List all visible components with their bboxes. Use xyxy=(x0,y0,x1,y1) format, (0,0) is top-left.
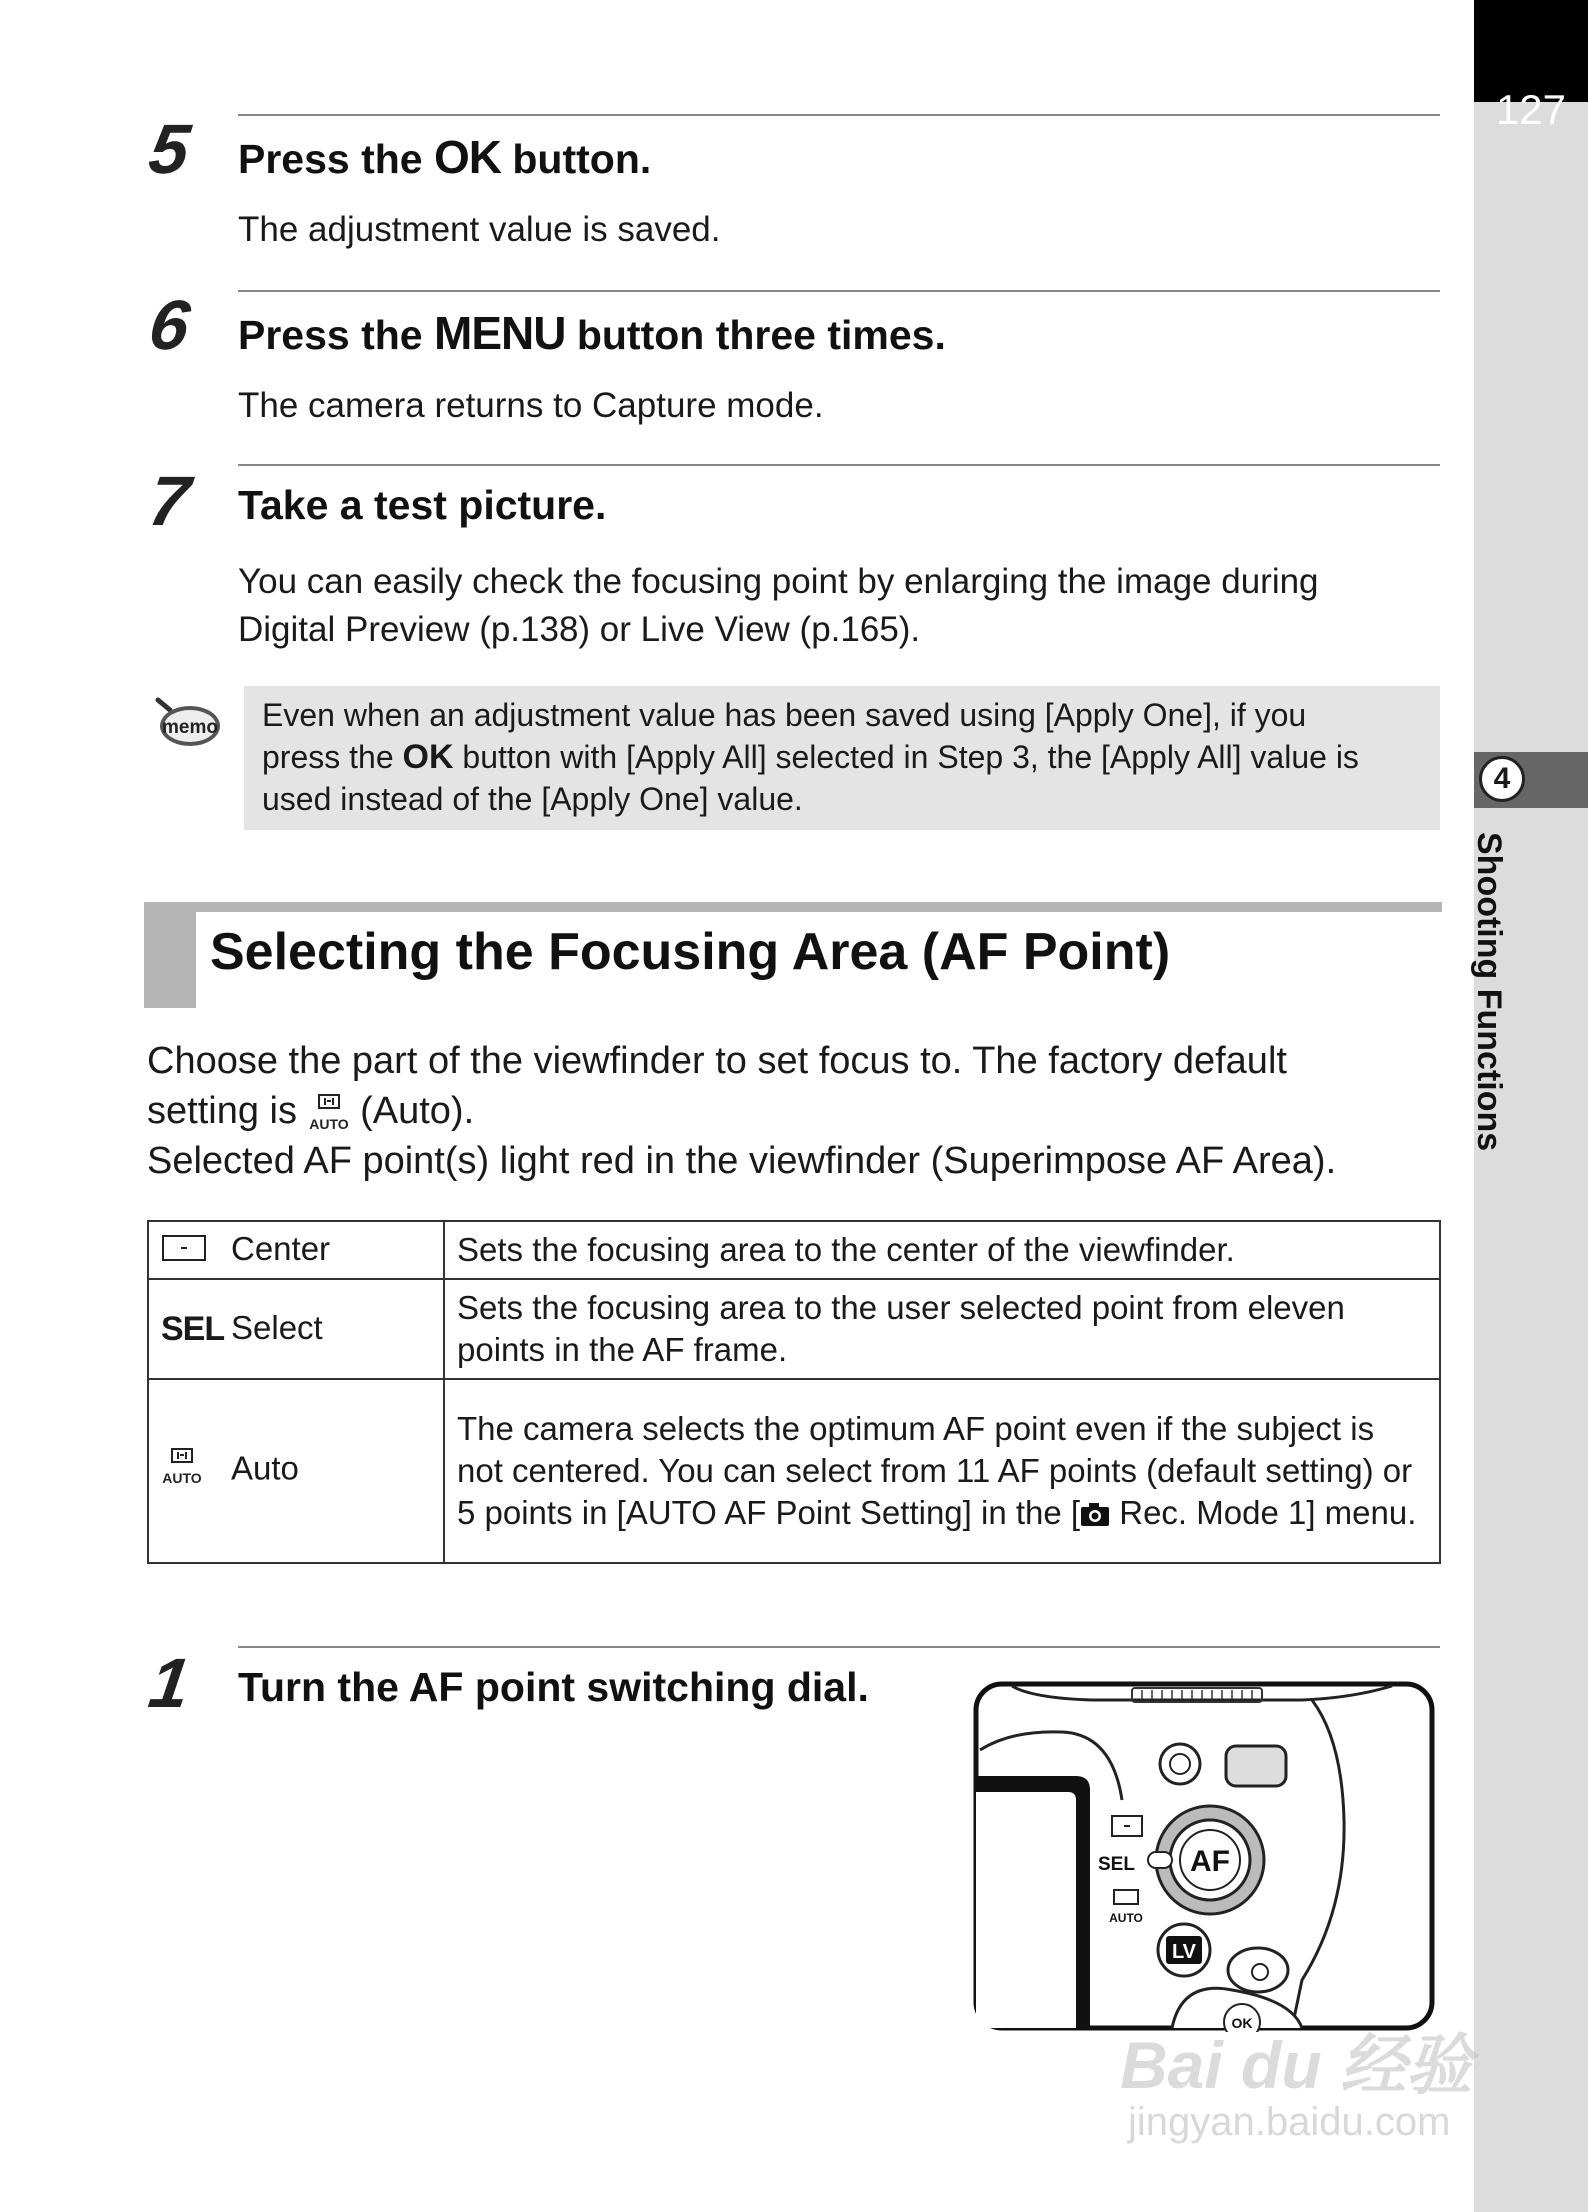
step-number: 7 xyxy=(144,462,195,540)
table-row xyxy=(148,1379,1440,1563)
step-title: Press the OK button. xyxy=(238,131,652,183)
table-cell-mode: AUTO Auto xyxy=(148,1379,444,1563)
auto-label: AUTO xyxy=(1109,1911,1143,1925)
page-number: 127 xyxy=(1474,0,1588,102)
table-cell-desc: The camera selects the optimum AF point even if the subject is not centered. You can select from 11 AF points (default setting) or 5 points in [AUTO AF Point Setting] in the [ Rec. Mode 1] menu. xyxy=(444,1379,1440,1563)
svg-text:AUTO: AUTO xyxy=(162,1470,202,1486)
watermark-url: jingyan.baidu.com xyxy=(1128,2100,1451,2144)
step-text: You can easily check the focusing point by enlarging the image during Digital Preview (p.138) or Live View (p.165). xyxy=(238,562,1319,649)
memo-icon-label: memo xyxy=(162,717,218,738)
auto-af-icon xyxy=(161,1447,203,1487)
table-cell-mode: SEL Select xyxy=(148,1279,444,1379)
camera-icon xyxy=(1080,1501,1110,1527)
memo-box: Even when an adjustment value has been saved using [Apply One], if you press the OK button with [Apply All] selected in Step 3, the [Apply All] value is used instead of the [Apply One] value. xyxy=(244,686,1440,830)
chapter-title: Shooting Functions xyxy=(1470,832,1508,1152)
step-number: 1 xyxy=(144,1644,195,1722)
sel-icon: SEL xyxy=(161,1310,225,1349)
table-cell-desc: Sets the focusing area to the center of the viewfinder. xyxy=(444,1221,1440,1279)
auto-af-icon xyxy=(308,1093,350,1133)
table-row xyxy=(148,1221,1440,1279)
step-number: 5 xyxy=(144,110,195,188)
step-divider xyxy=(238,1646,1440,1648)
watermark-brand: Bai du 经验 xyxy=(1120,2028,1473,2102)
chapter-number: 4 xyxy=(1479,756,1525,802)
section-title: Selecting the Focusing Area (AF Point) xyxy=(210,923,1171,981)
step-divider xyxy=(238,464,1440,466)
step-divider xyxy=(238,114,1440,116)
sel-label: SEL xyxy=(1098,1854,1135,1875)
af-dial-label: AF xyxy=(1190,1845,1230,1878)
step-title: Take a test picture. xyxy=(238,482,607,528)
ok-key-label: OK xyxy=(434,131,501,183)
step-number: 6 xyxy=(144,286,195,364)
af-mode-table xyxy=(147,1220,1441,1564)
svg-text:AUTO: AUTO xyxy=(308,1115,349,1132)
table-row xyxy=(148,1279,1440,1379)
step-divider xyxy=(238,290,1440,292)
step-title: Press the MENU button three times. xyxy=(238,307,946,359)
step-title: Turn the AF point switching dial. xyxy=(238,1664,869,1710)
ok-button-label: OK xyxy=(1231,2015,1253,2031)
section-intro: Choose the part of the viewfinder to set focus to. The factory default setting is AUTO (Auto). Selected AF point(s) light red in the viewfinder (Superimpose AF Area). xyxy=(147,1040,1337,1182)
step-text: The camera returns to Capture mode. xyxy=(238,386,824,425)
step-text: The adjustment value is saved. xyxy=(238,210,721,249)
memo-icon xyxy=(152,694,222,750)
camera-illustration xyxy=(972,1680,1436,2032)
menu-key-label: MENU xyxy=(434,307,566,359)
center-point-icon xyxy=(161,1234,207,1262)
ok-key-label: OK xyxy=(402,738,454,776)
table-cell-desc: Sets the focusing area to the user selected point from eleven points in the AF frame. xyxy=(444,1279,1440,1379)
lv-button-label: LV xyxy=(1171,1941,1197,1963)
table-cell-mode: Center xyxy=(148,1221,444,1279)
